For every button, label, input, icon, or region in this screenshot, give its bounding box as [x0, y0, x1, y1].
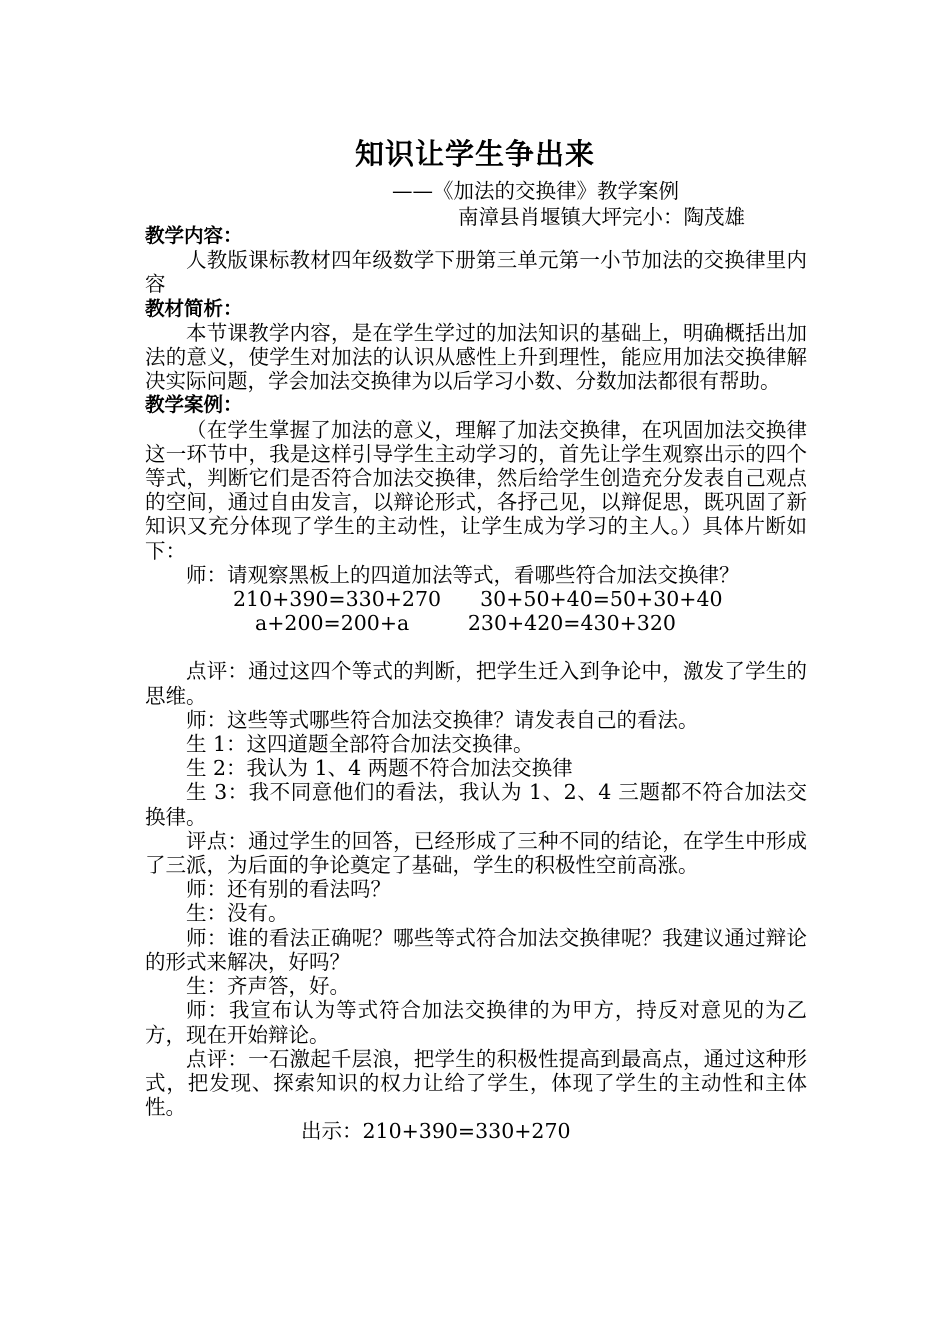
dialogue-student-2: 生 2：我认为 1、4 两题不符合加法交换律 [186, 756, 573, 781]
dialogue-teacher-3: 师：还有别的看法吗？ [186, 877, 391, 902]
equation-row-1: 210+390=330+270 30+50+40=50+30+40 [233, 587, 723, 612]
author-line: 南漳县肖堰镇大坪完小：陶茂雄 [458, 205, 745, 229]
blank-line [145, 635, 807, 659]
comment-2: 评点：通过学生的回答，已经形成了三种不同的结论，在学生中形成了三派，为后面的争论奠定了基础，学生的积极性空前高涨。 [145, 828, 807, 878]
document-body [145, 224, 807, 1144]
paragraph-content: 人教版课标教材四年级数学下册第三单元第一小节加法的交换律里内容 [145, 248, 807, 297]
paragraph-analysis: 本节课教学内容，是在学生学过的加法知识的基础上，明确概括出加法的意义，使学生对加法的认识从感性上升到理性，能应用加法交换律解决实际问题，学会加法交换律为以后学习小数、分数加法都很有帮助。 [145, 320, 807, 394]
dialogue-teacher-2: 师：这些等式哪些符合加法交换律？请发表自己的看法。 [186, 707, 699, 732]
section-heading-analysis: 教材简析： [145, 296, 243, 320]
dialogue-teacher-1: 师：请观察黑板上的四道加法等式，看哪些符合加法交换律？ [186, 562, 740, 587]
dialogue-teacher-4: 师：谁的看法正确呢？哪些等式符合加法交换律呢？我建议通过辩论的形式来解决，好吗？ [145, 925, 807, 974]
dialogue-teacher-5: 师：我宣布认为等式符合加法交换律的为甲方，持反对意见的为乙方，现在开始辩论。 [145, 998, 807, 1047]
subtitle: ——《加法的交换律》教学案例 [392, 179, 679, 203]
page-title: 知识让学生争出来 [354, 137, 595, 171]
comment-1: 点评：通过这四个等式的判断，把学生迁入到争论中，激发了学生的思维。 [145, 659, 807, 708]
equation-row-2: a+200=200+a 230+420=430+320 [255, 611, 676, 636]
dialogue-student-4: 生：没有。 [186, 901, 289, 926]
dialogue-student-1: 生 1：这四道题全部符合加法交换律。 [186, 732, 534, 757]
dialogue-student-3: 生 3：我不同意他们的看法，我认为 1、2、4 三题都不符合加法交换律。 [145, 780, 807, 829]
dialogue-student-5: 生：齐声答，好。 [186, 974, 350, 999]
show-equation: 出示：210+390=330+270 [301, 1119, 571, 1144]
paragraph-case-intro: （在学生掌握了加法的意义，理解了加法交换律，在巩固加法交换律这一环节中，我是这样引导学生主动学习的，首先让学生观察出示的四个等式，判断它们是否符合加法交换律，然后给学生创造充分发表自己观点的空间，通过自由发言，以辩论形式，各抒己见，以辩促思，既巩固了新知识又充分体现了学生的主动性，让学生成为学习的主人。）具体片断如下： [145, 417, 807, 563]
section-heading-content: 教学内容： [145, 224, 243, 247]
section-heading-case: 教学案例： [145, 393, 243, 417]
comment-3: 点评：一石激起千层浪，把学生的积极性提高到最高点，通过这种形式，把发现、探索知识的权力让给了学生，体现了学生的主动性和主体性。 [145, 1046, 807, 1120]
